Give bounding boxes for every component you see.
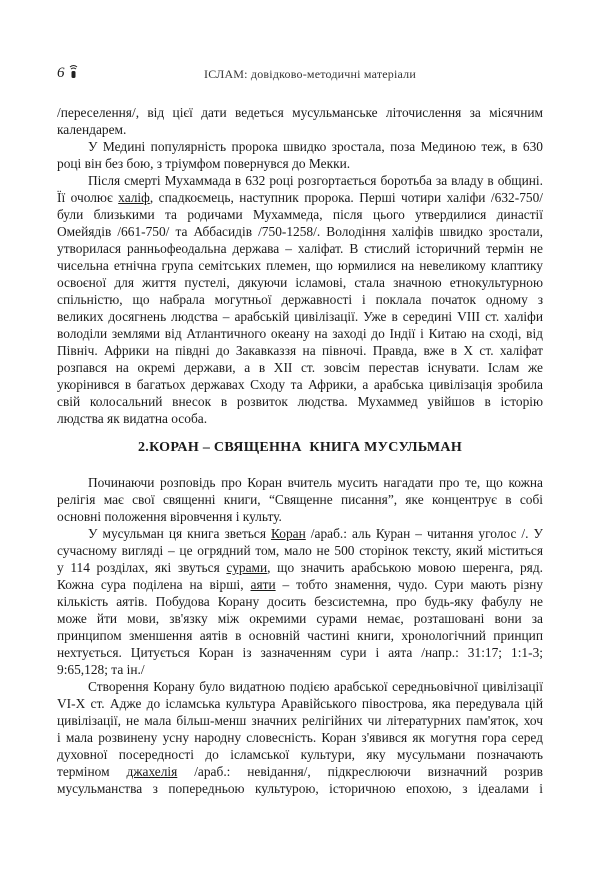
underlined-term: сурами — [226, 560, 268, 575]
text-line — [57, 393, 543, 410]
text-line — [57, 308, 543, 325]
section-heading: 2.КОРАН – СВЯЩЕННА КНИГА МУСУЛЬМАН — [137, 440, 463, 455]
text-segment: календарем. — [57, 122, 127, 137]
text-line — [57, 644, 543, 661]
text-segment: людства як видатна особа. — [57, 411, 208, 426]
text-line — [57, 138, 543, 155]
text-segment: 9:65,128; та ін./ — [57, 662, 145, 677]
text-segment: Північ. Африки на півдні до Закавказзя на півночі. Правда, вже в X ст. халіфат — [57, 343, 543, 358]
text-line — [57, 257, 543, 274]
text-line — [57, 610, 543, 627]
text-segment: році він без бою, з тріумфом повернувся до Мекки. — [57, 156, 351, 171]
text-segment: – тобто знамення, чудо. Сури мають різну — [275, 577, 544, 592]
text-segment: утворилася ранньофеодальна держава – халіфат. В стислий історичний термін не — [57, 241, 543, 256]
text-line — [57, 576, 543, 593]
text-line — [57, 678, 543, 695]
underlined-term: аяти — [250, 577, 276, 592]
text-segment: свій колосальний внесок в розвиток людства. Мухаммед увійшов в історію — [57, 394, 543, 409]
underlined-term: джахелія — [126, 764, 178, 779]
text-line — [57, 542, 543, 559]
text-line — [57, 291, 543, 308]
text-line — [57, 491, 543, 508]
underlined-term: халіф — [118, 190, 150, 205]
text-segment: Омейядів /661-750/ та Аббасидів /750-1258/. Володіння халіфів швидко зростали, — [57, 224, 543, 239]
text-segment: Починаючи розповідь про Коран вчитель мусить нагадати про те, що кожна — [88, 475, 543, 490]
text-segment: , спадкоємець, наступник пророка. Перші чотири халіфи /632-750/ — [149, 190, 543, 205]
body-text-upper — [57, 104, 543, 427]
text-segment: терміном — [57, 764, 127, 779]
text-line — [57, 474, 543, 491]
text-segment: спільністю, що набрала могутньої державності і поклала початок одному з — [57, 292, 543, 307]
running-header-title: ІСЛАМ: довідково-методичні матеріали — [204, 67, 416, 81]
text-line — [57, 121, 543, 138]
text-segment: Після смерті Мухаммада в 632 році розгортається боротьба за владу в общині. — [88, 173, 543, 188]
text-segment: основні положення віровчення і культу. — [57, 509, 282, 524]
text-segment: у 114 розділах, які звуться — [57, 560, 227, 575]
text-line — [57, 359, 543, 376]
text-line — [57, 627, 543, 644]
text-segment: може йти мови, зв'язку між окремими сурами немає, розташовані вони за — [57, 611, 543, 626]
text-line — [57, 223, 543, 240]
text-segment: освоєної для життя пустелі, дякуючи ісламові, стала значною етнокультурною — [57, 275, 543, 290]
text-segment: У Медині популярність пророка швидко зростала, поза Мединою теж, в 630 — [88, 139, 543, 154]
text-segment: духовної посередності до ісламської культури, яку мусульмани позначають — [57, 747, 543, 762]
text-line — [57, 661, 543, 678]
text-segment: Кожна сура поділена на вірші, — [57, 577, 251, 592]
body-text-lower — [57, 474, 543, 797]
text-line — [57, 780, 543, 797]
text-segment: великих досягнень людства – арабській цивілізації. Уже в середині VIII ст. халіфи — [57, 309, 543, 324]
text-line — [57, 325, 543, 342]
text-line — [57, 172, 543, 189]
text-segment: Її очолює — [57, 190, 119, 205]
text-segment: нехтується. Цитується Коран із зазначенням сури і аята /напр.: 31:17; 1:1-3; — [57, 645, 543, 660]
text-line — [57, 274, 543, 291]
text-segment: були близькими та родичами Мухаммеда, після цього утвердилися династії — [57, 207, 543, 222]
text-segment: , що значить арабською мовою шеренга, ряд. — [267, 560, 543, 575]
page-number: 6 — [57, 65, 65, 81]
underlined-term: Коран — [271, 526, 306, 541]
text-line — [57, 559, 543, 576]
text-segment: і мала розвинену усну народну словесність. Коран з'явився як могутня гора серед — [57, 730, 543, 745]
text-line — [57, 712, 543, 729]
text-segment: кількість аятів. Побудова Корану досить безсистемна, про будь-яку фабулу не — [57, 594, 543, 609]
text-segment: принципом зменшення аятів в основній частині книги, хронологічний принцип — [57, 628, 543, 643]
text-line — [57, 695, 543, 712]
text-segment: розпався на окремі держави, а в XII ст. зовсім перестав існувати. Іслам же — [57, 360, 543, 375]
text-segment: володіли землями від Атлантичного океану на заході до Індії і Китаю на сході, від — [57, 326, 543, 341]
text-line — [57, 410, 543, 427]
text-line — [57, 763, 543, 780]
text-line — [57, 729, 543, 746]
text-segment: /араб.: аль Куран – читання уголос /. У — [305, 526, 543, 541]
text-line — [57, 525, 543, 542]
text-segment: цивілізації, не мала більш-менш значних релігійних чи літературних пам'яток, хоч — [57, 713, 543, 728]
text-line — [57, 508, 543, 525]
text-line — [57, 746, 543, 763]
text-segment: /араб.: невідання/, підкреслюючи визначний розрив — [177, 764, 543, 779]
text-line — [57, 376, 543, 393]
text-segment: /переселення/, від цієї дати ведеться мусульманське літочислення за місячним — [57, 105, 543, 120]
text-segment: Створення Корану було видатною подією арабської середньовічної цивілізації — [88, 679, 543, 694]
text-line — [57, 155, 543, 172]
text-line — [57, 189, 543, 206]
text-line — [57, 342, 543, 359]
text-segment: релігія має свої священні книги, “Священне писання”, яке концентрує в собі — [57, 492, 543, 507]
text-segment: чисельна етнічна група семітських племен, що юрмилися на невеликому клаптику — [57, 258, 543, 273]
text-line — [57, 104, 543, 121]
text-segment: VI-X ст. Адже до ісламська культура Аравійського півострова, яка передувала цій — [57, 696, 543, 711]
text-line — [57, 240, 543, 257]
text-segment: укорінився в багатьох державах Сходу та Африки, а арабська цивілізація зробила — [57, 377, 543, 392]
text-line — [57, 206, 543, 223]
text-line — [57, 593, 543, 610]
text-segment: сучасному вигляді – це огрядний том, мало не 500 сторінок тексту, який міститься — [57, 543, 543, 558]
text-segment: мусульманства з попередньою культурою, історичною епохою, з ідеалами і — [57, 781, 543, 796]
text-segment: У мусульман ця книга зветься — [88, 526, 272, 541]
